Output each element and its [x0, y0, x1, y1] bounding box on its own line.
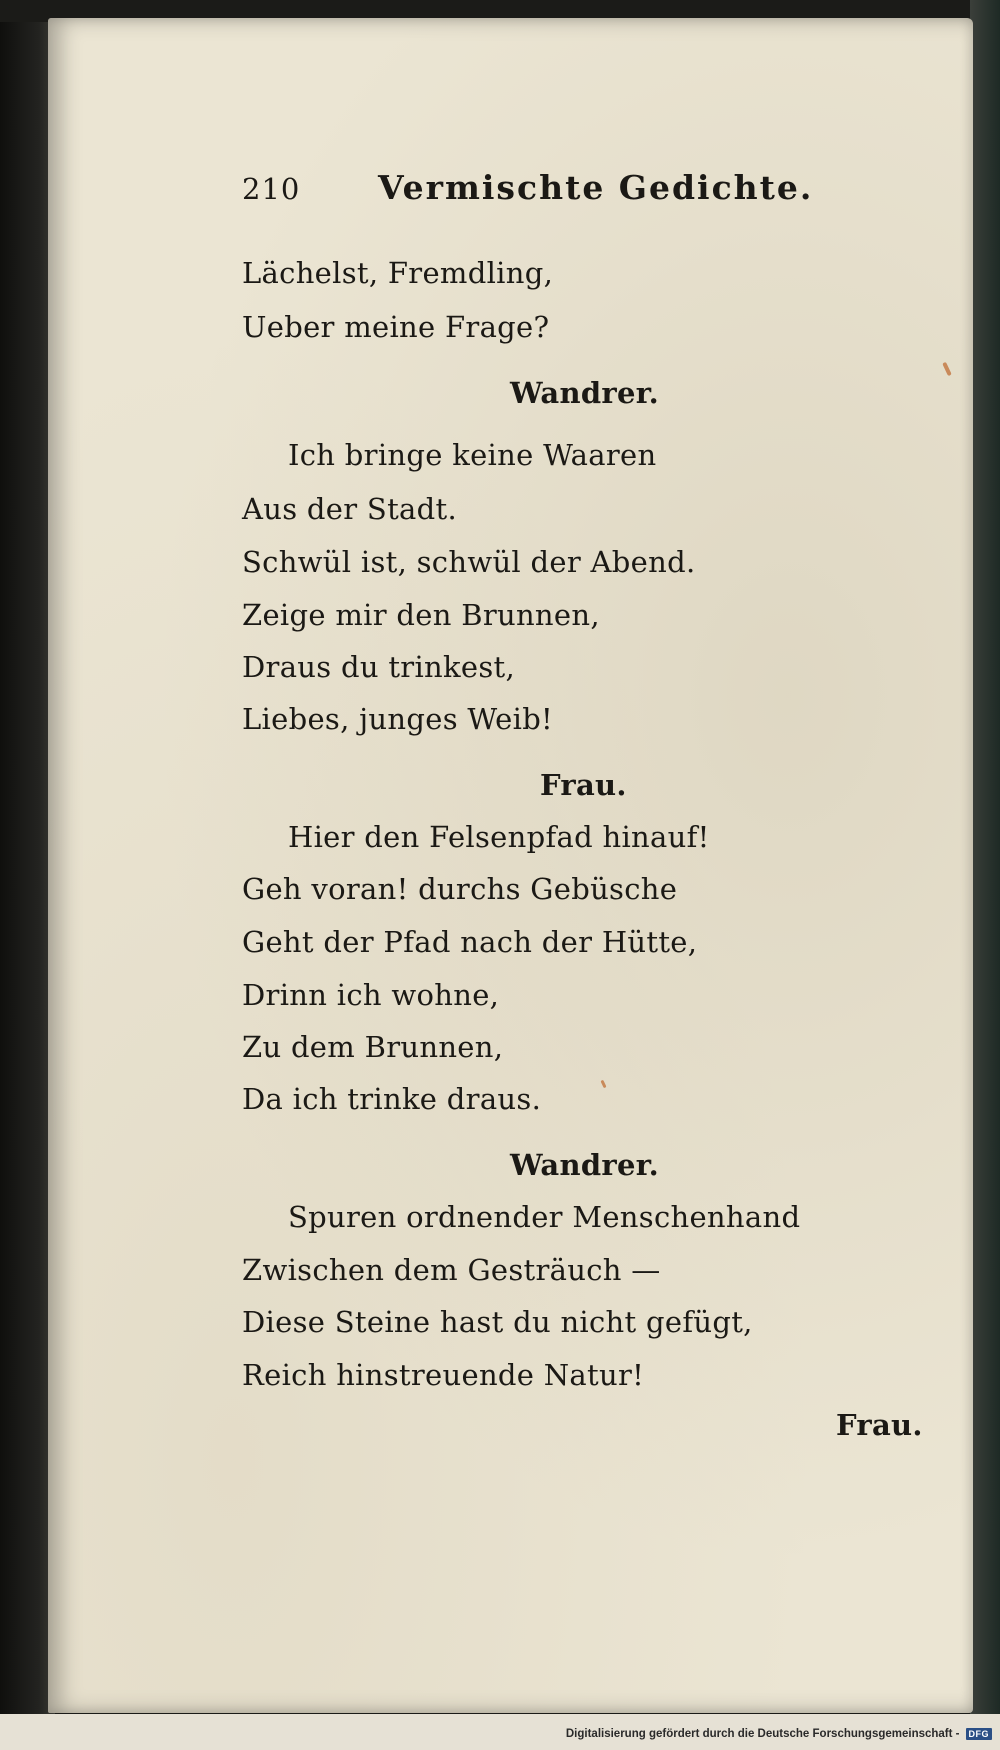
- poem-line: Diese Steine hast du nicht gefügt,: [242, 1305, 753, 1339]
- poem-line: Reich hinstreuende Natur!: [242, 1358, 645, 1392]
- poem-line: Zu dem Brunnen,: [242, 1030, 504, 1064]
- credit-text: Digitalisierung gefördert durch die Deutsche Forschungsgemeinschaft -: [565, 1728, 960, 1740]
- book-edge-left: [0, 0, 55, 1750]
- poem-line: Ich bringe keine Waaren: [288, 438, 657, 472]
- book-edge-right: [970, 0, 1000, 1750]
- show-through-text: [845, 660, 853, 688]
- poem-line: Lächelst, Fremdling,: [242, 256, 554, 290]
- poem-line: Drinn ich wohne,: [242, 978, 500, 1012]
- speaker-label: Frau.: [540, 768, 627, 802]
- poem-line: Da ich trinke draus.: [242, 1082, 542, 1116]
- poem-line: Geht der Pfad nach der Hütte,: [242, 925, 698, 959]
- poem-line: Zeige mir den Brunnen,: [242, 598, 600, 632]
- catchword: Frau.: [836, 1408, 923, 1442]
- dfg-logo[interactable]: DFG: [966, 1728, 993, 1740]
- poem-line: Liebes, junges Weib!: [242, 702, 554, 736]
- poem-line: Hier den Felsenpfad hinauf!: [288, 820, 710, 854]
- poem-line: Spuren ordnender Menschenhand: [288, 1200, 801, 1234]
- poem-line: Geh voran! durchs Gebüsche: [242, 872, 678, 906]
- speaker-label: Wandrer.: [510, 376, 660, 410]
- running-title: Vermischte Gedichte.: [378, 168, 814, 207]
- poem-line: Ueber meine Frage?: [242, 310, 550, 344]
- poem-line: Draus du trinkest,: [242, 650, 515, 684]
- speaker-label: Wandrer.: [510, 1148, 660, 1182]
- funding-credit: [566, 1728, 992, 1740]
- poem-line: Aus der Stadt.: [242, 492, 457, 526]
- footer-bar: [0, 1714, 1000, 1750]
- page-number: 210: [242, 172, 301, 206]
- poem-line: Zwischen dem Gesträuch —: [242, 1253, 661, 1287]
- poem-line: Schwül ist, schwül der Abend.: [242, 545, 696, 579]
